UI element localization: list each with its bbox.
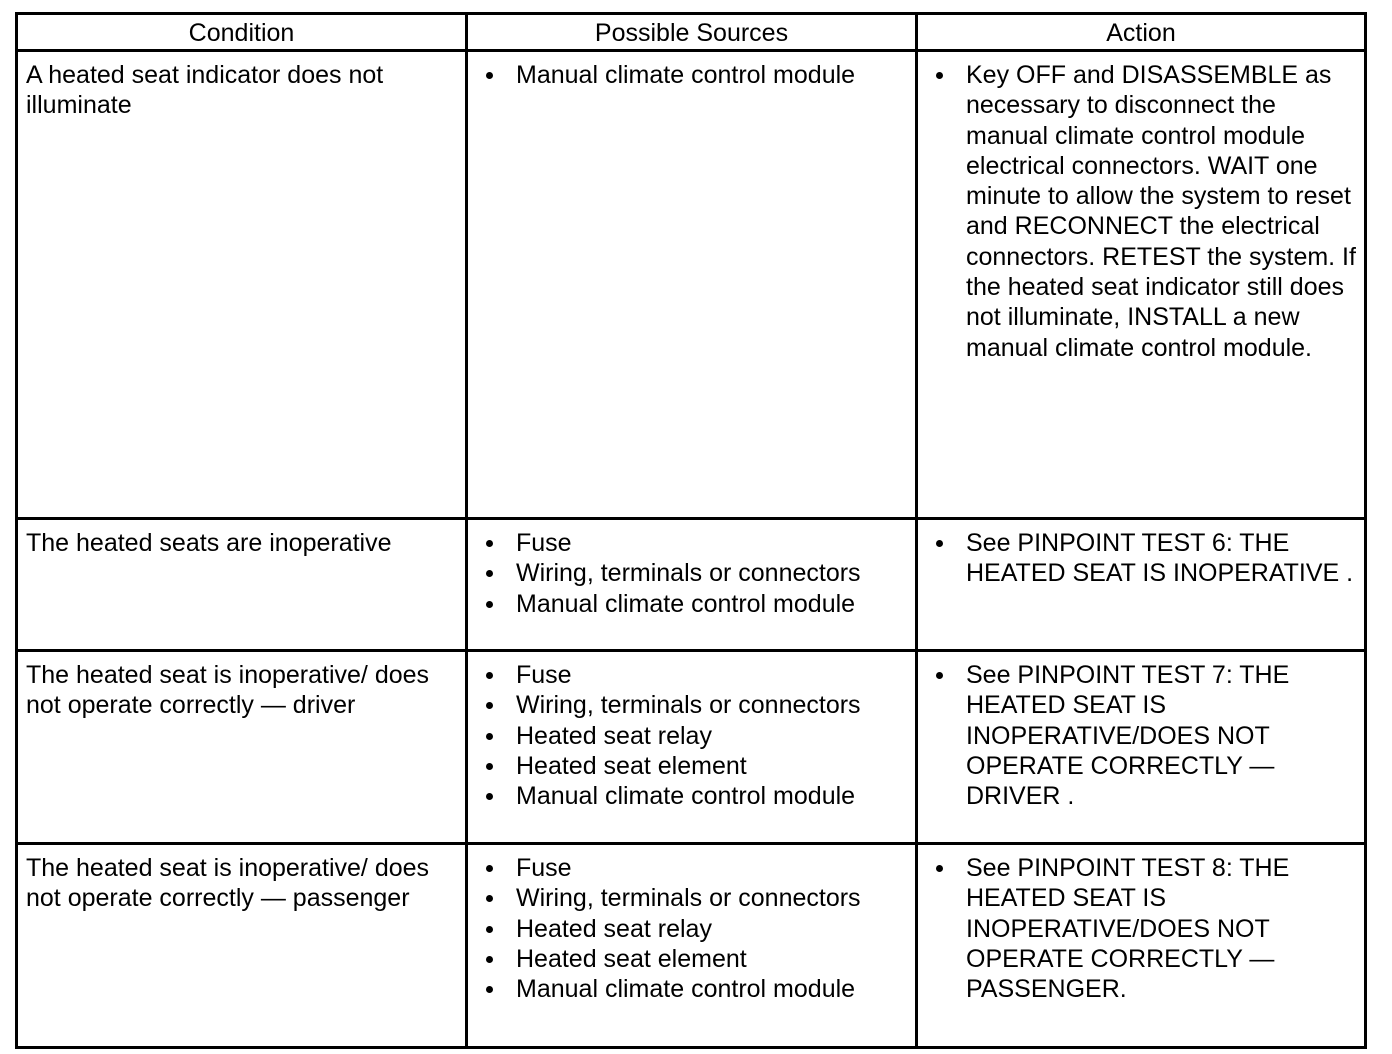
bullet-icon [486,733,493,740]
bullet-icon [486,570,493,577]
bullet-icon [936,865,943,872]
action-item: See PINPOINT TEST 7: THE HEATED SEAT IS INOPERATIVE/DOES NOT OPERATE CORRECTLY — DRIVER . [930,660,1360,811]
table-row [17,844,1366,1048]
action-item: Key OFF and DISASSEMBLE as necessary to disconnect the manual climate control module electrical connectors. WAIT one minute to allow the system to reset and RECONNECT the electrical connectors. RETEST the system. If the heated seat indicator still does not illuminate, INSTALL a new manual climate control module. [930,60,1360,363]
action-item: See PINPOINT TEST 8: THE HEATED SEAT IS INOPERATIVE/DOES NOT OPERATE CORRECTLY — PASSENGER. [930,853,1360,1004]
sources-cell [467,51,917,519]
bullet-icon [486,763,493,770]
header-row [17,14,1366,51]
source-item: Heated seat relay [480,914,909,944]
source-item: Wiring, terminals or connectors [480,690,909,720]
action-cell [917,51,1366,519]
source-item: Heated seat element [480,944,909,974]
bullet-icon [486,986,493,993]
sources-cell [467,844,917,1048]
bullet-icon [486,601,493,608]
sources-list [480,528,909,619]
source-item: Fuse [480,853,909,883]
action-list [930,60,1360,363]
header-action: Action [917,14,1366,51]
bullet-icon [936,72,943,79]
action-list [930,660,1360,811]
action-list [930,528,1360,589]
sources-list [480,853,909,1004]
diagnosis-table [15,12,1367,1049]
header-possible-sources: Possible Sources [467,14,917,51]
sources-list [480,660,909,811]
source-item: Heated seat relay [480,721,909,751]
condition-cell: The heated seats are inoperative [17,519,467,651]
condition-cell: The heated seat is inoperative/ does not operate correctly — driver [17,651,467,844]
bullet-icon [486,702,493,709]
sources-list [480,60,909,90]
header-condition: Condition [17,14,467,51]
source-item: Heated seat element [480,751,909,781]
sources-cell [467,651,917,844]
source-item: Wiring, terminals or connectors [480,883,909,913]
action-cell [917,651,1366,844]
condition-cell: The heated seat is inoperative/ does not operate correctly — passenger [17,844,467,1048]
table-row [17,51,1366,519]
bullet-icon [486,540,493,547]
source-item: Manual climate control module [480,60,909,90]
sources-cell [467,519,917,651]
bullet-icon [936,540,943,547]
bullet-icon [486,793,493,800]
source-item: Fuse [480,528,909,558]
bullet-icon [486,865,493,872]
source-item: Manual climate control module [480,974,909,1004]
bullet-icon [936,672,943,679]
action-list [930,853,1360,1004]
source-item: Wiring, terminals or connectors [480,558,909,588]
source-item: Manual climate control module [480,781,909,811]
condition-cell: A heated seat indicator does not illuminate [17,51,467,519]
bullet-icon [486,672,493,679]
action-cell [917,844,1366,1048]
bullet-icon [486,926,493,933]
table-row [17,651,1366,844]
bullet-icon [486,72,493,79]
source-item: Fuse [480,660,909,690]
bullet-icon [486,895,493,902]
action-cell [917,519,1366,651]
action-item: See PINPOINT TEST 6: THE HEATED SEAT IS INOPERATIVE . [930,528,1360,589]
source-item: Manual climate control module [480,589,909,619]
table-row [17,519,1366,651]
bullet-icon [486,956,493,963]
